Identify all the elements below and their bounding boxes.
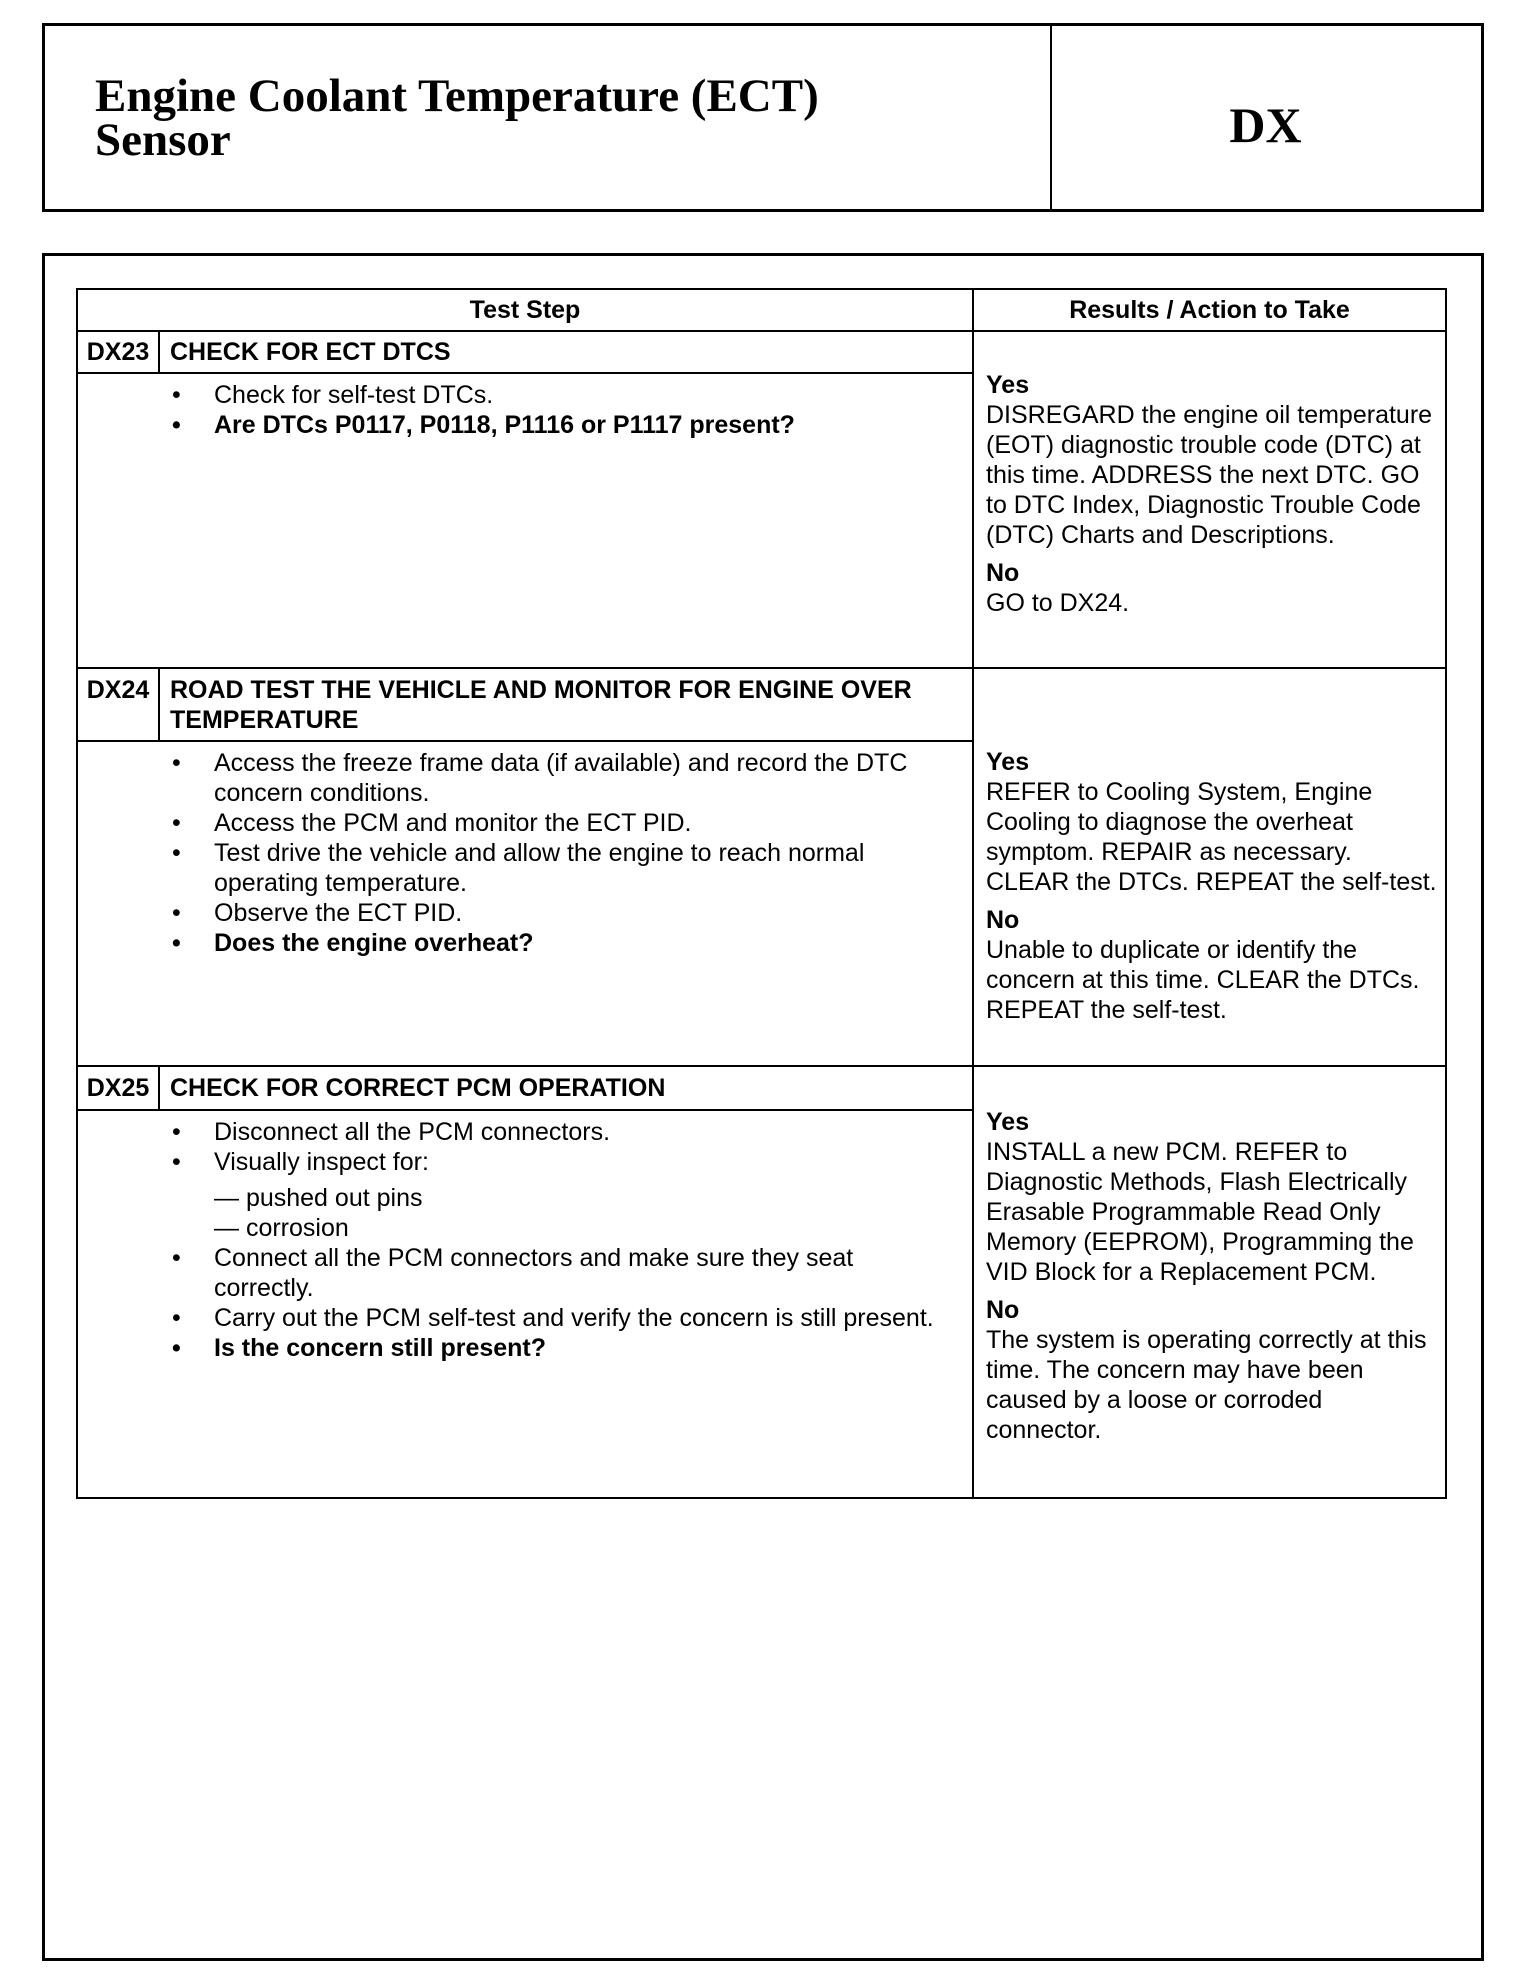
yes-text: DISREGARD the engine oil temperature (EOT) diagnostic trouble code (DTC) at this time. ADDRESS the next DTC. GO to DTC Index, Diagnostic Trouble Code (DTC) Charts and Descriptions. (986, 401, 1433, 549)
step-id: DX24 (77, 668, 159, 741)
step-id: DX23 (77, 331, 159, 373)
no-text: The system is operating correctly at this time. The concern may have been caused by a loose or corroded connector. (986, 1326, 1427, 1444)
list-item: • Test drive the vehicle and allow the engine to reach normal operating temperature. (214, 838, 942, 898)
diagnostic-table (76, 288, 1447, 1499)
step-title: ROAD TEST THE VEHICLE AND MONITOR FOR ENGINE OVER TEMPERATURE (159, 668, 973, 741)
step-body (77, 373, 973, 668)
list-item: • Connect all the PCM connectors and make sure they seat correctly. (214, 1243, 942, 1303)
col-test-step: Test Step (77, 289, 973, 331)
step-title: CHECK FOR ECT DTCS (159, 331, 973, 373)
no-text: Unable to duplicate or identify the concern at this time. CLEAR the DTCs. REPEAT the self-test. (986, 936, 1420, 1024)
yes-label: Yes (986, 371, 1030, 399)
page-header (42, 23, 1484, 212)
yes-text: INSTALL a new PCM. REFER to Diagnostic Methods, Flash Electrically Erasable Programmable Read Only Memory (EEPROM), Programming the VID Block for a Replacement PCM. (986, 1138, 1414, 1286)
list-item: • Disconnect all the PCM connectors. (214, 1117, 942, 1147)
list-item: • Check for self-test DTCs. (214, 380, 942, 410)
table-header-row (77, 289, 1446, 331)
list-item: • Observe the ECT PID. (214, 898, 942, 928)
step-body (77, 1110, 973, 1498)
col-results: Results / Action to Take (973, 289, 1446, 331)
step-id: DX25 (77, 1066, 159, 1110)
no-label: No (986, 559, 1020, 587)
step-title: CHECK FOR CORRECT PCM OPERATION (159, 1066, 973, 1110)
list-item: • Is the concern still present? (214, 1333, 942, 1363)
no-label: No (986, 906, 1020, 934)
section-code: DX (1229, 97, 1302, 153)
list-item: • Access the freeze frame data (if available) and record the DTC concern conditions. (214, 748, 942, 808)
list-item: • Access the PCM and monitor the ECT PID. (214, 808, 942, 838)
yes-label: Yes (986, 748, 1030, 776)
step-title-row (77, 331, 1446, 373)
list-item: • Carry out the PCM self-test and verify the concern is still present. (214, 1303, 942, 1333)
yes-text: REFER to Cooling System, Engine Cooling to diagnose the overheat symptom. REPAIR as necessary. CLEAR the DTCs. REPEAT the self-test. (986, 778, 1437, 896)
step-title-row (77, 668, 1446, 741)
sub-list-item: — corrosion (214, 1214, 349, 1242)
list-item: • Are DTCs P0117, P0118, P1116 or P1117 present? (214, 410, 942, 440)
step-result (973, 1066, 1446, 1498)
sub-list-item: — pushed out pins (214, 1184, 423, 1212)
no-label: No (986, 1296, 1020, 1324)
page-title (95, 70, 819, 166)
title-line-2: Sensor (95, 114, 231, 166)
no-text: GO to DX24. (986, 589, 1130, 617)
step-body (77, 741, 973, 1066)
list-item: • Visually inspect for: (214, 1147, 942, 1177)
list-item: • Does the engine overheat? (214, 928, 942, 958)
step-title-row (77, 1066, 1446, 1110)
step-result (973, 668, 1446, 1066)
title-line-1: Engine Coolant Temperature (ECT) (95, 70, 819, 122)
step-result (973, 331, 1446, 668)
yes-label: Yes (986, 1108, 1030, 1136)
